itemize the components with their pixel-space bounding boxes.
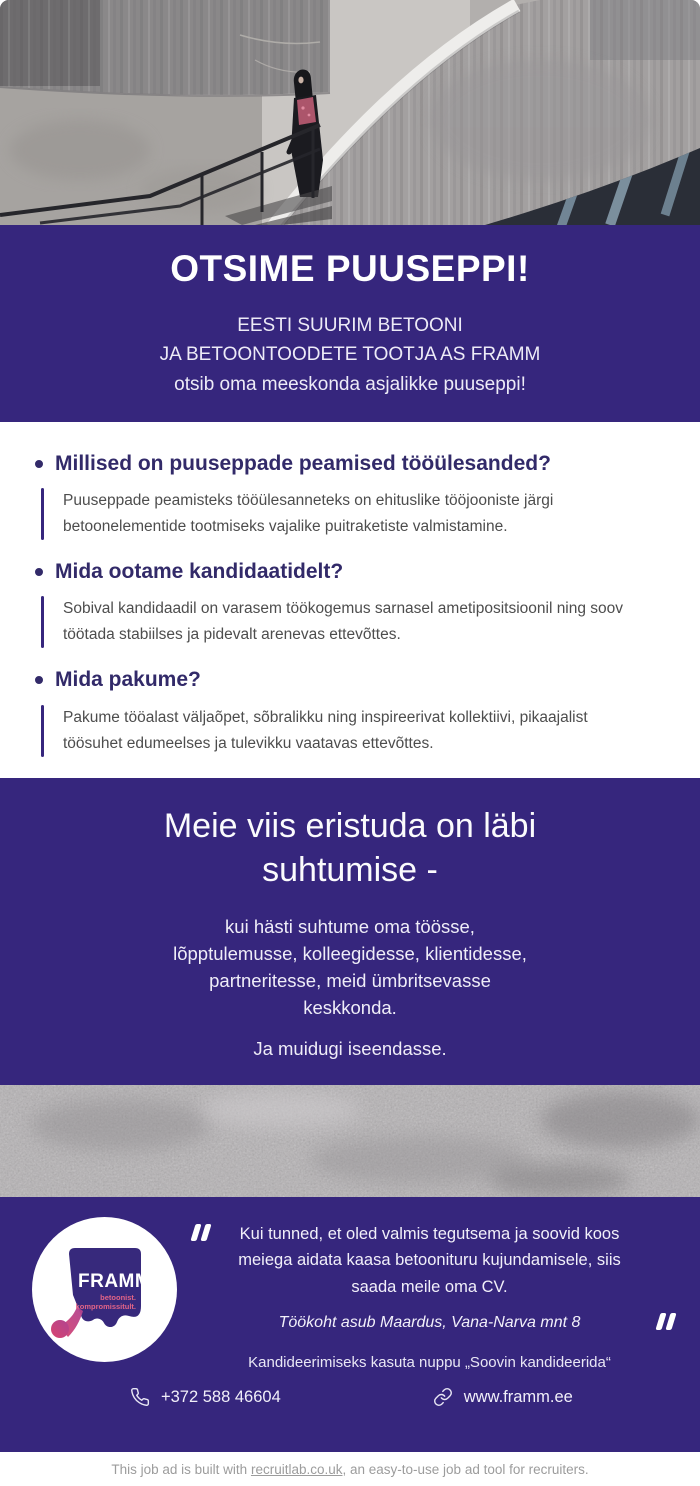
phone-contact[interactable] <box>130 1387 281 1407</box>
qa-item-expectations <box>35 560 665 648</box>
logo-drip <box>51 1320 69 1338</box>
values-line: kui hästi suhtume oma töösse, <box>225 916 475 938</box>
credit-prefix: This job ad is built with <box>111 1461 248 1477</box>
website-contact[interactable] <box>433 1387 573 1407</box>
qa-answer-row <box>41 705 665 757</box>
values-heading: Meie viis eristuda on läbi suhtumise - <box>163 807 537 890</box>
qa-answer: Sobival kandidaadil on varasem töökogemus sarnasel ametipositsioonil ning soov töötada stabiilses ja pidevalt arenevas ettevõttes. <box>63 600 624 644</box>
intro-banner <box>0 225 700 422</box>
quote-line: saada meile oma CV. <box>351 1277 508 1296</box>
quote-line: meiega aidata kaasa betoonituru kujundamisele, siis <box>238 1251 621 1270</box>
credit-suffix: , an easy-to-use job ad tool for recruiters. <box>342 1461 589 1477</box>
qa-question-row <box>35 452 665 476</box>
contact-row <box>32 1387 668 1407</box>
ring-bullet-icon <box>35 568 43 576</box>
logo-tagline-2: kompromissitult. <box>75 1302 136 1311</box>
qa-answer-row <box>41 488 665 540</box>
footer-section <box>0 1197 700 1452</box>
recruitlab-link[interactable]: recruitlab.co.uk <box>250 1461 343 1477</box>
values-body <box>0 914 700 1021</box>
apply-instructions: Kandideerimiseks kasuta nuppu „Soovin kandideerida“ <box>248 1354 611 1372</box>
link-icon <box>433 1387 453 1407</box>
values-line: lõpptulemusse, kolleegidesse, klientidesse, <box>173 943 527 965</box>
values-line: keskkonda. <box>303 996 397 1018</box>
quote-block <box>191 1221 668 1300</box>
qa-answer: Puuseppade peamisteks tööülesanneteks on ehituslike tööjooniste järgi betoonelementide tootmiseks vajalike puitraketiste valmistamine. <box>63 492 554 536</box>
job-location: Töökoht asub Maardus, Vana-Narva mnt 8 <box>278 1314 581 1332</box>
qa-answer: Pakume tööalast väljaõpet, sõbralikku ning inspireerivat kollektiivi, pikaajalist töösuhet edumeelses ja tulevikku vaatavas ettevõttes. <box>63 708 588 752</box>
subtitle-line: EESTI SUURIM BETOONI <box>237 315 463 336</box>
quote-close-icon <box>658 1313 674 1330</box>
hero-image <box>0 0 700 225</box>
values-line: partneritesse, meid ümbritsevasse <box>209 970 491 991</box>
credit-bar <box>0 1452 700 1486</box>
qa-question: Mida ootame kandidaatidelt? <box>55 560 344 584</box>
concrete-texture-image <box>0 1085 700 1197</box>
qa-section <box>0 422 700 778</box>
website-url: www.framm.ee <box>463 1387 573 1406</box>
phone-number: +372 588 46604 <box>161 1387 281 1406</box>
qa-question-row <box>35 668 665 692</box>
quote-open-icon <box>193 1224 209 1241</box>
ring-bullet-icon <box>35 676 43 684</box>
footer-top <box>32 1217 668 1371</box>
framm-logo <box>32 1217 177 1362</box>
qa-item-tasks <box>35 452 665 540</box>
qa-answer-row <box>41 596 665 648</box>
ad-title: OTSIME PUUSEPPI! <box>170 248 530 289</box>
qa-item-offer <box>35 668 665 756</box>
phone-icon <box>130 1387 150 1407</box>
ring-bullet-icon <box>35 460 43 468</box>
quote-line: Kui tunned, et oled valmis tegutsema ja soovid koos <box>239 1225 620 1243</box>
qa-question: Mida pakume? <box>55 668 201 692</box>
footer-right-column <box>177 1217 668 1371</box>
values-closing: Ja muidugi iseendasse. <box>253 1037 447 1059</box>
qa-question: Millised on puuseppade peamised tööülesanded? <box>55 452 551 475</box>
subtitle-line: otsib oma meeskonda asjalikke puuseppi! <box>174 373 526 395</box>
values-section <box>0 778 700 1085</box>
logo-tagline-1: betoonist. <box>100 1293 136 1302</box>
logo-brand-text: FRAMM <box>78 1271 152 1292</box>
ad-subtitle <box>0 311 700 399</box>
hero-photo-illustration <box>0 0 700 225</box>
qa-question-row <box>35 560 665 584</box>
subtitle-line: JA BETOONTOODETE TOOTJA AS FRAMM <box>159 344 541 366</box>
